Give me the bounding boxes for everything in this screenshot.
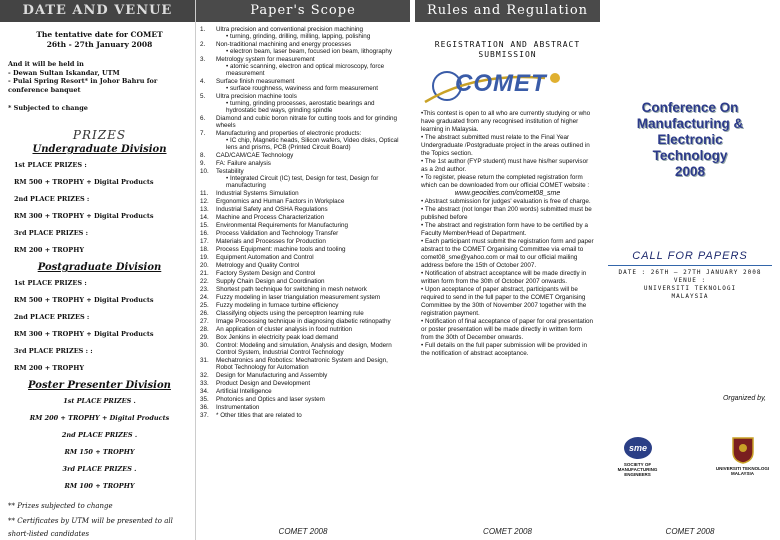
tentative-date [8, 30, 191, 50]
scope-item-sub: • atomic scanning, electron and optical microscopy, force measurement [226, 63, 385, 77]
scope-item-number: 3. [200, 56, 206, 63]
scope-item-title: Control: Modeling and simulation, Analysis and design, Modern Control System, Industrial Control Technology [216, 342, 392, 356]
scope-item-text [216, 310, 406, 317]
scope-item [200, 318, 406, 325]
scope-item-title: Surface finish measurement [216, 78, 295, 85]
scope-item-text [216, 380, 406, 387]
scope-item [200, 334, 406, 341]
scope-item-sub: • Integrated Circuit (IC) test, Design for test, Design for manufacturing [226, 175, 379, 189]
undergraduate-title: Undergraduate Division [32, 144, 167, 155]
registration-title-line-1: REGISTRATION AND ABSTRACT [434, 40, 581, 49]
scope-item-number: 7. [200, 130, 206, 137]
scope-item [200, 404, 406, 411]
scope-item-text [216, 262, 406, 269]
scope-item-title: Shortest path technique for switching in mesh network [216, 286, 367, 293]
scope-item [200, 396, 406, 403]
scope-item-title: Fuzzy modeling in furnace turbine efficiency [216, 302, 339, 309]
sme-logo [610, 436, 665, 477]
scope-item-title: Metrology and Quality Control [216, 262, 300, 269]
scope-item [200, 342, 406, 356]
scope-item-number: 1. [200, 26, 206, 33]
conference-title-line: 2008 [674, 164, 706, 179]
scope-item-number: 25. [200, 302, 209, 309]
scope-item-number: 12. [200, 198, 209, 205]
prize-line: RM 200 + TROPHY [14, 246, 84, 254]
scope-item-title: Mechatronics and Robotics: Mechatronic System and Design, Robot Technology for Automation [216, 357, 388, 371]
scope-item-title: Ultra precision machine tools [216, 93, 297, 100]
scope-item-number: 22. [200, 278, 209, 285]
scope-item [200, 270, 406, 277]
scope-item-title: Diamond and cubic boron nitrate for cutting tools and for grinding wheels [216, 115, 397, 129]
scope-item [200, 198, 406, 205]
scope-item [200, 26, 406, 40]
venue-label: VENUE : [673, 277, 707, 284]
organized-by: Organized by, [722, 395, 766, 402]
scope-item-title: Process Equipment: machine tools and tooling [216, 246, 346, 253]
scope-item [200, 41, 406, 55]
scope-item-number: 33. [200, 380, 209, 387]
rules-column [415, 0, 600, 540]
scope-item-sub: • surface roughness, waviness and form measurement [226, 85, 379, 92]
rule-item: • The abstract submitted must relate to the Final Year Undergraduate /Postgraduate project in the areas outlined in the Topics section. [421, 134, 590, 157]
scope-item-number: 29. [200, 334, 209, 341]
registration-title [415, 40, 600, 60]
scope-item-text [216, 78, 406, 92]
scope-item-number: 6. [200, 115, 206, 122]
scope-item-number: 18. [200, 246, 209, 253]
scope-item-number: 26. [200, 310, 209, 317]
rule-item: • Notification of abstract acceptance will be made directly in written form from the 30th of October 2007 onwards. [421, 270, 587, 285]
scope-item-number: 36. [200, 404, 209, 411]
scope-item [200, 78, 406, 92]
scope-item-text [216, 286, 406, 293]
scope-item [200, 278, 406, 285]
scope-item [200, 254, 406, 261]
utm-label: UNIVERSITI TEKNOLOGI MALAYSIA [715, 466, 770, 476]
prize-line: 1st PLACE PRIZES : [14, 279, 87, 287]
divider [608, 265, 772, 266]
date-venue-header: DATE AND VENUE [0, 0, 195, 22]
scope-item-title: Manufacturing and properties of electronic products: [216, 130, 362, 137]
venue-line-1: And it will be held in [8, 60, 84, 68]
scope-item-text [216, 198, 406, 205]
prize-line: 2nd PLACE PRIZES : [14, 195, 90, 203]
prize-line: RM 200 + TROPHY + Digital Products [29, 414, 170, 422]
scope-item-number: 32. [200, 372, 209, 379]
scope-item-text [216, 115, 406, 129]
footer-comet: COMET 2008 [483, 527, 532, 536]
scope-item-number: 16. [200, 230, 209, 237]
prize-line: 2nd PLACE PRIZES : [14, 313, 90, 321]
scope-item-text [216, 278, 406, 285]
scope-item-title: * Other titles that are related to [216, 412, 302, 419]
scope-item [200, 380, 406, 387]
date-venue-column [0, 0, 195, 540]
subject-to-change: * Subjected to change [8, 104, 88, 112]
scope-item-number: 27. [200, 318, 209, 325]
scope-item-number: 5. [200, 93, 206, 100]
scope-item-text [216, 412, 406, 419]
scope-item-number: 20. [200, 262, 209, 269]
scope-item-title: Fuzzy modeling in laser triangulation measurement system [216, 294, 381, 301]
scope-item-number: 8. [200, 152, 206, 159]
rule-item: • Upon acceptance of paper abstract, participants will be required to send in the full paper to the COMET Organising Committee by the 30th of November 2007 together with the registration payment. [421, 286, 587, 317]
scope-item-text [216, 302, 406, 309]
note-line-2: ** Certificates by UTM will be presented to all [8, 517, 173, 525]
scope-item-number: 13. [200, 206, 209, 213]
scope-item [200, 238, 406, 245]
scope-item-number: 10. [200, 168, 209, 175]
utm-logo [715, 436, 770, 477]
scope-item [200, 190, 406, 197]
scope-item-number: 4. [200, 78, 206, 85]
sme-emblem-icon [623, 436, 653, 460]
scope-item-text [216, 334, 406, 341]
prize-line: 3rd PLACE PRIZES : [14, 229, 89, 237]
scope-item [200, 294, 406, 301]
scope-item-text [216, 388, 406, 395]
scope-item-title: Ergonomics and Human Factors in Workplace [216, 198, 345, 205]
scope-item [200, 56, 406, 77]
scope-item-text [216, 357, 406, 371]
scope-item-number: 28. [200, 326, 209, 333]
scope-item-text [216, 222, 406, 229]
scope-item-number: 30. [200, 342, 209, 349]
scope-item [200, 326, 406, 333]
scope-item-title: Instrumentation [216, 404, 260, 411]
prize-line: RM 300 + TROPHY + Digital Products [14, 330, 154, 338]
scope-item-text [216, 326, 406, 333]
scope-item-text [216, 246, 406, 253]
rule-item: • Abstract submission for judges' evaluation is free of charge. [421, 198, 591, 205]
scope-item-title: An application of cluster analysis in food nutrition [216, 326, 353, 333]
rules-header: Rules and Regulation [415, 0, 600, 22]
note-line-1: ** Prizes subjected to change [8, 502, 113, 510]
rule-item: • The abstract and registration form have to be certified by a Faculty Member/Head of Department. [421, 222, 588, 237]
scope-item-number: 19. [200, 254, 209, 261]
scope-item-text [216, 238, 406, 245]
scope-item [200, 230, 406, 237]
scope-item-number: 37. [200, 412, 209, 419]
scope-item-sub: • electron beam, laser beam, focused ion beam, lithography [226, 48, 393, 55]
scope-item [200, 262, 406, 269]
prize-line: RM 150 + TROPHY [64, 448, 135, 456]
scope-item [200, 286, 406, 293]
venue-line-2: - Dewan Sultan Iskandar, UTM [8, 68, 120, 77]
scope-item-text [216, 396, 406, 403]
scope-item-number: 35. [200, 396, 209, 403]
scope-item [200, 168, 406, 189]
scope-list [196, 22, 410, 419]
footer-comet: COMET 2008 [278, 527, 328, 536]
scope-item-number: 15. [200, 222, 209, 229]
scope-item-title: Image Processing technique in diagnosing diabetic retinopathy [216, 318, 391, 325]
rule-item: • Each participant must submit the registration form and paper abstract to the COMET Organising Committee via email to comet08_sme@yahoo.com or mail to our official mailing address before the 15th of October 2007. [421, 238, 594, 269]
scope-item-text [216, 168, 406, 189]
tentative-line-1: The tentative date for COMET [36, 30, 163, 39]
scope-item-sub: • turning, grinding, drilling, milling, lapping, polishing [226, 33, 371, 40]
prize-line: 1st PLACE PRIZES : [14, 161, 87, 169]
scope-item-title: Machine and Process Characterization [216, 214, 325, 221]
scope-item-title: Artificial Intelligence [216, 388, 272, 395]
prizes-section [8, 128, 191, 496]
scope-item-title: Factory System Design and Control [216, 270, 316, 277]
registration-title-line-2: SUBMISSION [478, 50, 537, 59]
venue-line-4: conference banquet [8, 85, 81, 94]
rule-item: • Notification of final acceptance of paper for oral presentation or poster presentation will be made directly in written form from the 30th of December onwards. [421, 318, 593, 341]
prize-line: RM 500 + TROPHY + Digital Products [14, 178, 154, 186]
organizer-logos [600, 436, 780, 477]
scope-item [200, 388, 406, 395]
scope-item-title: Non-traditional machining and energy processes [216, 41, 352, 48]
scope-item-title: Equipment Automation and Control [216, 254, 314, 261]
cover-column [600, 0, 780, 540]
conference-title-line: Manufacturing & [636, 116, 744, 131]
prizes-note [8, 502, 191, 539]
scope-item-text [216, 404, 406, 411]
scope-item-title: CAD/CAM/CAE Technology [216, 152, 294, 159]
scope-item-number: 31. [200, 357, 209, 364]
scope-item-title: Ultra precision and conventional precision machining [216, 26, 364, 33]
prize-line: RM 100 + TROPHY [64, 482, 135, 490]
conference-title [600, 100, 780, 180]
conference-title-line: Conference On [641, 100, 739, 115]
scope-item-sub: • turning, grinding processes, aerostatic bearings and hydrostatic bed ways, grinding spindle [226, 100, 375, 114]
scope-item [200, 160, 406, 167]
papers-scope-header: Paper's Scope [196, 0, 410, 22]
scope-item-title: Supply Chain Design and Coordination [216, 278, 325, 285]
scope-item-title: Design for Manufacturing and Assembly [216, 372, 328, 379]
prizes-title: PRIZES [72, 128, 127, 142]
scope-item-title: Industrial Systems Simulation [216, 190, 299, 197]
scope-item-text [216, 56, 406, 77]
rule-item: • The abstract (not longer than 200 words) submitted must be published before [421, 206, 592, 221]
venue-line: UNIVERSITI TEKNOLOGI [643, 285, 737, 292]
prize-line: RM 200 + TROPHY [14, 364, 84, 372]
scope-item [200, 310, 406, 317]
scope-item-text [216, 152, 406, 159]
scope-item-number: 23. [200, 286, 209, 293]
scope-item [200, 93, 406, 114]
scope-item-text [216, 160, 406, 167]
scope-item-text [216, 230, 406, 237]
date-venue-block [600, 269, 780, 301]
sme-label: SOCIETY OF MANUFACTURING ENGINEERS [617, 462, 658, 477]
rule-item: • The 1st author (FYP student) must have his/her supervisor as a 2nd author. [421, 158, 589, 173]
tentative-line-2: 26th - 27th January 2008 [46, 40, 153, 49]
scope-item-title: Testability [216, 168, 244, 175]
scope-item-text [216, 294, 406, 301]
comet-logo [415, 64, 600, 110]
scope-item [200, 115, 406, 129]
call-for-papers: CALL FOR PAPERS [632, 250, 748, 262]
scope-item-title: Environmental Requirements for Manufacturing [216, 222, 348, 229]
poster-title: Poster Presenter Division [28, 380, 171, 391]
scope-item-text [216, 318, 406, 325]
date-line: DATE : 26TH – 27TH JANUARY 2008 [618, 269, 762, 276]
scope-item-text [216, 270, 406, 277]
venue-line-3: - Pulai Spring Resort* in Johor Bahru for [8, 77, 158, 85]
scope-item-number: 24. [200, 294, 209, 301]
scope-item-text [216, 190, 406, 197]
prize-line: 3rd PLACE PRIZES . [62, 465, 137, 473]
svg-text:sme: sme [628, 443, 647, 453]
scope-item-text [216, 254, 406, 261]
scope-item-number: 14. [200, 214, 209, 221]
scope-item-title: Product Design and Development [216, 380, 311, 387]
conference-title-line: Technology [652, 148, 728, 163]
rule-item: • Full details on the full paper submission will be provided in the notification of abstract acceptance. [421, 342, 588, 357]
venue-line: MALAYSIA [671, 293, 709, 300]
scope-item-text [216, 342, 406, 356]
prize-line: RM 500 + TROPHY + Digital Products [14, 296, 154, 304]
scope-item-text [216, 206, 406, 213]
utm-crest-icon [730, 436, 756, 464]
scope-item-title: Metrology system for measurement [216, 56, 315, 63]
scope-item-title: Process Validation and Technology Transfer [216, 230, 339, 237]
scope-item-text [216, 372, 406, 379]
scope-item [200, 206, 406, 213]
scope-item [200, 302, 406, 309]
prize-line: 1st PLACE PRIZES . [63, 397, 136, 405]
scope-item-number: 34. [200, 388, 209, 395]
footer-comet: COMET 2008 [665, 527, 715, 536]
scope-item-number: 9. [200, 160, 206, 167]
scope-item [200, 372, 406, 379]
scope-item-title: FA: Failure analysis [216, 160, 271, 167]
scope-item [200, 222, 406, 229]
prize-line: 2nd PLACE PRIZES . [61, 431, 138, 439]
comet-logo-text: COMET [455, 70, 547, 97]
scope-item-number: 11. [200, 190, 209, 197]
scope-item-title: Box Jenkins in electricity peak load demand [216, 334, 339, 341]
scope-item [200, 357, 406, 371]
rules-list [415, 110, 600, 358]
rule-item: • To register, please return the completed registration form which can be downloaded from our official COMET website : [421, 174, 590, 189]
rule-item: •This contest is open to all who are currently studying or who have graduated from any recognised institution of higher learning in Malaysia. [421, 110, 591, 133]
scope-item-sub: • IC chip, Magnetic heads, Silicon wafers, Video disks, Optical lens and prisms, PCB (Printed Circuit Board) [226, 137, 399, 151]
scope-item-title: Photonics and Optics and laser system [216, 396, 325, 403]
scope-item-text [216, 41, 406, 55]
scope-item-title: Materials and Processes for Production [216, 238, 326, 245]
rule-item[interactable]: www.geocities.com/comet08_sme [454, 190, 561, 197]
scope-item [200, 412, 406, 419]
scope-item-number: 17. [200, 238, 209, 245]
scope-item-text [216, 214, 406, 221]
prize-line: 3rd PLACE PRIZES : : [14, 347, 93, 355]
conference-title-line: Electronic [657, 132, 723, 147]
postgraduate-title: Postgraduate Division [37, 262, 162, 273]
prize-line: RM 300 + TROPHY + Digital Products [14, 212, 154, 220]
scope-item-text [216, 130, 406, 151]
scope-item [200, 152, 406, 159]
scope-item-number: 21. [200, 270, 209, 277]
venue-info [8, 60, 191, 94]
scope-item [200, 246, 406, 253]
note-line-3: short-listed candidates [8, 530, 90, 538]
scope-item-title: Industrial Safety and OSHA Regulations [216, 206, 328, 213]
scope-item [200, 130, 406, 151]
scope-item [200, 214, 406, 221]
scope-item-text [216, 93, 406, 114]
papers-scope-column [195, 0, 410, 540]
scope-item-title: Classifying objects using the perceptron learning rule [216, 310, 364, 317]
scope-item-number: 2. [200, 41, 206, 48]
scope-item-text [216, 26, 406, 40]
